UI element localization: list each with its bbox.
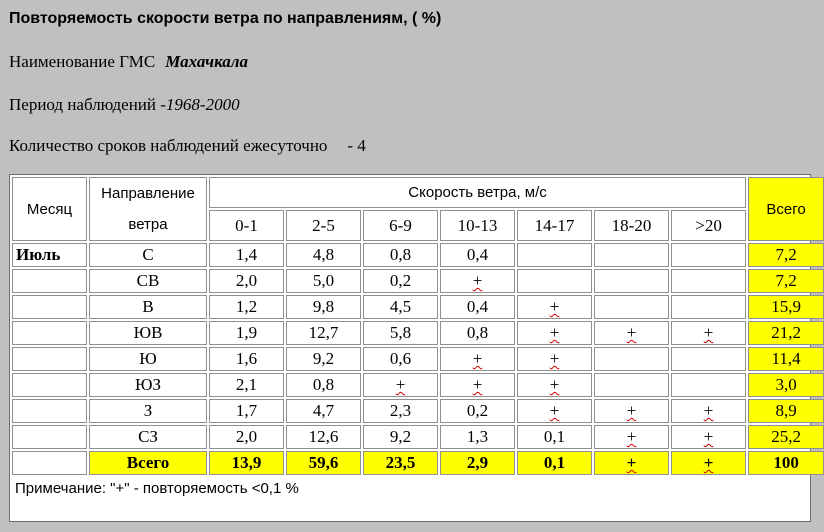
- period-value: 1968-2000: [165, 95, 240, 114]
- table-row: [12, 399, 824, 423]
- cell-value: 21,2: [771, 323, 801, 342]
- value-cell: [517, 425, 592, 449]
- direction-cell: [89, 399, 207, 423]
- total-value-cell: [517, 451, 592, 475]
- row-total-cell: [748, 295, 824, 319]
- cell-value: +: [626, 323, 637, 342]
- wind-frequency-table: [9, 174, 811, 522]
- period-label: Период наблюдений -: [9, 95, 166, 114]
- month-cell: [12, 269, 87, 293]
- observations-label: Количество сроков наблюдений ежесуточно: [9, 136, 328, 155]
- header-month: Месяц: [12, 177, 87, 241]
- cell-value: 5,0: [312, 271, 335, 290]
- cell-value: Всего: [126, 453, 170, 472]
- direction-cell: [89, 295, 207, 319]
- value-cell: [440, 243, 515, 267]
- header-total: Всего: [748, 177, 824, 241]
- cell-value: 0,6: [389, 349, 412, 368]
- value-cell: [594, 425, 669, 449]
- value-cell: [209, 373, 284, 397]
- cell-value: 2,3: [389, 401, 412, 420]
- value-cell: [209, 425, 284, 449]
- cell-value: 9,8: [312, 297, 335, 316]
- direction-cell: [89, 321, 207, 345]
- cell-value: 0,1: [543, 427, 566, 446]
- cell-value: +: [395, 375, 406, 394]
- cell-value: 4,5: [389, 297, 412, 316]
- value-cell: [363, 399, 438, 423]
- total-value-cell: [363, 451, 438, 475]
- cell-value: +: [549, 297, 560, 316]
- cell-value: 8,9: [775, 401, 797, 420]
- station-line: [9, 52, 248, 72]
- speed-bin-header: 10-13: [440, 210, 515, 241]
- station-name: Махачкала: [165, 52, 248, 71]
- month-cell: [12, 425, 87, 449]
- cell-value: 4,8: [312, 245, 335, 264]
- row-total-cell: [748, 321, 824, 345]
- grand-total-cell: [748, 451, 824, 475]
- value-cell: [440, 321, 515, 345]
- cell-value: +: [472, 375, 483, 394]
- value-cell: [517, 347, 592, 371]
- cell-value: З: [143, 401, 153, 420]
- cell-value: 11,4: [771, 349, 801, 368]
- header-direction: Направление ветра: [89, 177, 207, 241]
- speed-bin-header: 0-1: [209, 210, 284, 241]
- value-cell: [363, 295, 438, 319]
- value-cell: [209, 295, 284, 319]
- value-cell: [363, 269, 438, 293]
- row-total-cell: [748, 269, 824, 293]
- cell-value: 15,9: [771, 297, 801, 316]
- month-cell: [12, 321, 87, 345]
- value-cell: [440, 347, 515, 371]
- value-cell: [363, 321, 438, 345]
- speed-bin-header: >20: [671, 210, 746, 241]
- value-cell: [286, 399, 361, 423]
- value-cell: [594, 347, 669, 371]
- value-cell: [594, 399, 669, 423]
- cell-value: 7,2: [775, 245, 797, 264]
- value-cell: [209, 347, 284, 371]
- cell-value: 0,8: [466, 323, 489, 342]
- cell-value: С: [142, 245, 154, 264]
- cell-value: 0,8: [312, 375, 335, 394]
- value-cell: [671, 399, 746, 423]
- table-body: [12, 243, 824, 475]
- value-cell: [517, 373, 592, 397]
- speed-bin-header: 18-20: [594, 210, 669, 241]
- value-cell: [517, 321, 592, 345]
- cell-value: 4,7: [312, 401, 335, 420]
- value-cell: [209, 321, 284, 345]
- cell-value: 1,6: [235, 349, 258, 368]
- month-cell: [12, 347, 87, 371]
- total-value-cell: [209, 451, 284, 475]
- direction-cell: [89, 269, 207, 293]
- total-value-cell: [594, 451, 669, 475]
- value-cell: [286, 269, 361, 293]
- cell-value: +: [549, 401, 560, 420]
- cell-value: +: [703, 427, 714, 446]
- speed-bin-header: 6-9: [363, 210, 438, 241]
- total-value-cell: [671, 451, 746, 475]
- cell-value: +: [549, 349, 560, 368]
- row-total-cell: [748, 373, 824, 397]
- value-cell: [517, 295, 592, 319]
- cell-value: +: [549, 375, 560, 394]
- month-cell: [12, 451, 87, 475]
- cell-value: 0,2: [389, 271, 412, 290]
- cell-value: +: [472, 349, 483, 368]
- value-cell: [209, 399, 284, 423]
- cell-value: 1,2: [235, 297, 258, 316]
- value-cell: [363, 373, 438, 397]
- row-total-cell: [748, 347, 824, 371]
- value-cell: [517, 243, 592, 267]
- total-value-cell: [440, 451, 515, 475]
- cell-value: 0,4: [466, 245, 489, 264]
- value-cell: [286, 295, 361, 319]
- value-cell: [517, 399, 592, 423]
- cell-value: 1,3: [466, 427, 489, 446]
- direction-cell: [89, 243, 207, 267]
- cell-value: 3,0: [775, 375, 797, 394]
- table-row: [12, 269, 824, 293]
- period-line: [9, 95, 240, 115]
- value-cell: [671, 295, 746, 319]
- table-row: [12, 425, 824, 449]
- value-cell: [286, 321, 361, 345]
- cell-value: +: [703, 401, 714, 420]
- cell-value: 12,6: [308, 427, 339, 446]
- value-cell: [286, 373, 361, 397]
- value-cell: [209, 243, 284, 267]
- cell-value: СВ: [136, 271, 160, 290]
- cell-value: 1,9: [235, 323, 258, 342]
- cell-value: +: [703, 453, 714, 472]
- value-cell: [363, 425, 438, 449]
- cell-value: 1,4: [235, 245, 258, 264]
- value-cell: [440, 269, 515, 293]
- cell-value: ЮВ: [133, 323, 163, 342]
- cell-value: 25,2: [771, 427, 801, 446]
- cell-value: 100: [773, 453, 799, 472]
- table-row: [12, 321, 824, 345]
- page-title: Повторяемость скорости ветра по направлениям, ( %): [9, 10, 442, 27]
- month-cell: [12, 399, 87, 423]
- cell-value: 0,8: [389, 245, 412, 264]
- cell-value: +: [472, 271, 483, 290]
- cell-value: В: [142, 297, 154, 316]
- value-cell: [286, 243, 361, 267]
- value-cell: [209, 269, 284, 293]
- observations-value: - 4: [347, 136, 366, 155]
- direction-cell: [89, 347, 207, 371]
- cell-value: 9,2: [389, 427, 412, 446]
- value-cell: [517, 269, 592, 293]
- row-total-cell: [748, 399, 824, 423]
- total-row: [12, 451, 824, 475]
- cell-value: 7,2: [775, 271, 797, 290]
- direction-cell: [89, 425, 207, 449]
- value-cell: [594, 321, 669, 345]
- row-total-cell: [748, 425, 824, 449]
- table-row: [12, 347, 824, 371]
- value-cell: [286, 347, 361, 371]
- table-row: [12, 243, 824, 267]
- cell-value: 2,1: [235, 375, 258, 394]
- cell-value: +: [703, 323, 714, 342]
- value-cell: [594, 373, 669, 397]
- cell-value: ЮЗ: [135, 375, 161, 394]
- cell-value: 9,2: [312, 349, 335, 368]
- speed-bin-header: 14-17: [517, 210, 592, 241]
- cell-value: 5,8: [389, 323, 412, 342]
- row-total-cell: [748, 243, 824, 267]
- cell-value: +: [549, 323, 560, 342]
- table-row: [12, 295, 824, 319]
- total-value-cell: [286, 451, 361, 475]
- total-label-cell: [89, 451, 207, 475]
- cell-value: 0,1: [543, 453, 566, 472]
- cell-value: 2,0: [235, 427, 258, 446]
- value-cell: [671, 347, 746, 371]
- cell-value: 12,7: [308, 323, 339, 342]
- station-label: Наименование ГМС: [9, 52, 156, 71]
- value-cell: [671, 425, 746, 449]
- value-cell: [363, 243, 438, 267]
- value-cell: [440, 399, 515, 423]
- value-cell: [594, 269, 669, 293]
- cell-value: 0,2: [466, 401, 489, 420]
- cell-value: Ю: [139, 349, 157, 368]
- value-cell: [440, 373, 515, 397]
- value-cell: [671, 373, 746, 397]
- value-cell: [594, 295, 669, 319]
- month-cell: Июль: [12, 243, 87, 267]
- value-cell: [671, 321, 746, 345]
- value-cell: [440, 295, 515, 319]
- cell-value: 2,0: [235, 271, 258, 290]
- cell-value: 13,9: [231, 453, 262, 472]
- direction-cell: [89, 373, 207, 397]
- cell-value: СЗ: [138, 427, 158, 446]
- header-wind-speed: Скорость ветра, м/с: [209, 177, 746, 208]
- value-cell: [363, 347, 438, 371]
- value-cell: [286, 425, 361, 449]
- cell-value: 59,6: [308, 453, 339, 472]
- cell-value: +: [626, 427, 637, 446]
- table-row: [12, 373, 824, 397]
- observations-line: [9, 136, 366, 156]
- cell-value: +: [626, 453, 637, 472]
- value-cell: [440, 425, 515, 449]
- cell-value: 23,5: [385, 453, 416, 472]
- month-cell: [12, 373, 87, 397]
- cell-value: 1,7: [235, 401, 258, 420]
- month-cell: [12, 295, 87, 319]
- value-cell: [671, 243, 746, 267]
- value-cell: [671, 269, 746, 293]
- table-note: Примечание: "+" - повторяемость <0,1 %: [15, 479, 299, 497]
- cell-value: +: [626, 401, 637, 420]
- cell-value: 0,4: [466, 297, 489, 316]
- cell-value: 2,9: [466, 453, 489, 472]
- speed-bin-header: 2-5: [286, 210, 361, 241]
- value-cell: [594, 243, 669, 267]
